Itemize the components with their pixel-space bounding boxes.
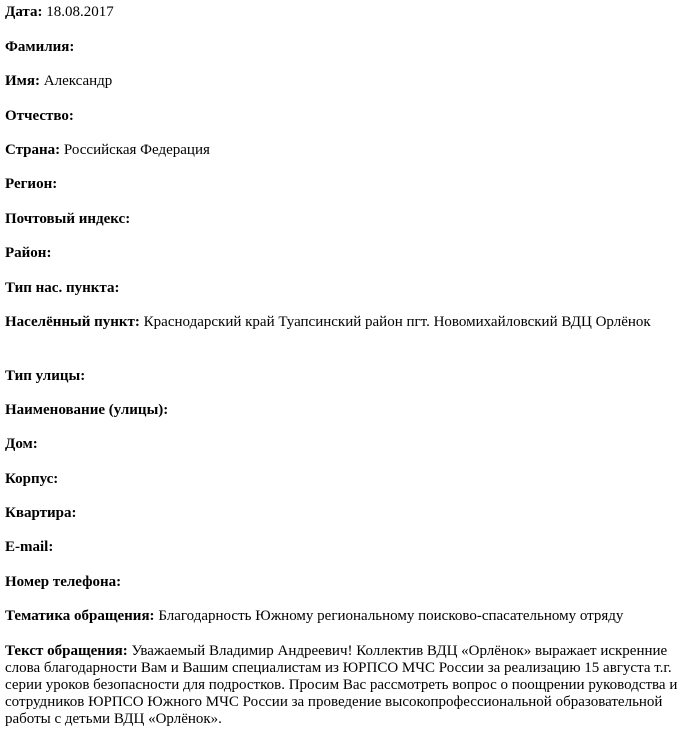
field-value: Краснодарский край Туапсинский район пгт. Новомихайловский ВДЦ Орлёнок <box>143 314 651 330</box>
field-message <box>5 643 695 728</box>
field-value: Уважаемый Владимир Андреевич! Коллектив ВДЦ «Орлёнок» выражает искренние слова благодарности Вам и Вашим специалистам из ЮРПСО МЧС России за реализацию 15 августа т.г. серии уроков безопасности для подростков. Просим Вас рассмотреть вопрос о поощрении руководства и сотрудников ЮРПСО Южного МЧС России за проведение высокопрофессиональной образовательной работы с детьми ВДЦ «Орлёнок». <box>5 643 678 727</box>
field-settlement-type <box>5 280 695 297</box>
field-label: Отчество: <box>5 108 74 124</box>
field-label: Дата: <box>5 4 43 20</box>
field-apartment <box>5 505 695 522</box>
field-building <box>5 471 695 488</box>
field-value: Российская Федерация <box>63 142 210 158</box>
field-label: Тип нас. пункта: <box>5 280 120 296</box>
field-label: Регион: <box>5 176 58 192</box>
field-subject <box>5 608 695 625</box>
field-label: Наименование (улицы): <box>5 402 169 418</box>
field-label: Корпус: <box>5 471 59 487</box>
field-label: Дом: <box>5 436 38 452</box>
field-value: Александр <box>43 73 113 89</box>
field-date <box>5 4 695 21</box>
field-label: Текст обращения: <box>5 643 128 659</box>
field-region <box>5 176 695 193</box>
field-patronymic <box>5 108 695 125</box>
field-surname <box>5 39 695 56</box>
field-label: Почтовый индекс: <box>5 211 131 227</box>
field-label: Страна: <box>5 142 61 158</box>
field-settlement <box>5 314 695 331</box>
field-postal-code <box>5 211 695 228</box>
field-phone <box>5 574 695 591</box>
field-label: Фамилия: <box>5 39 75 55</box>
field-country <box>5 142 695 159</box>
field-label: Район: <box>5 245 52 261</box>
field-label: Номер телефона: <box>5 574 122 590</box>
field-label: Квартира: <box>5 505 77 521</box>
field-value: Благодарность Южному региональному поисково-спасательному отряду <box>158 608 624 624</box>
field-label: Тип улицы: <box>5 368 86 384</box>
field-label: Населённый пункт: <box>5 314 140 330</box>
field-label: Тематика обращения: <box>5 608 155 624</box>
field-house <box>5 436 695 453</box>
field-email <box>5 539 695 556</box>
field-label: E-mail: <box>5 539 54 555</box>
field-district <box>5 245 695 262</box>
field-street-type <box>5 368 695 385</box>
field-first-name <box>5 73 695 90</box>
field-label: Имя: <box>5 73 40 89</box>
field-value: 18.08.2017 <box>46 4 114 20</box>
field-street-name <box>5 402 695 419</box>
